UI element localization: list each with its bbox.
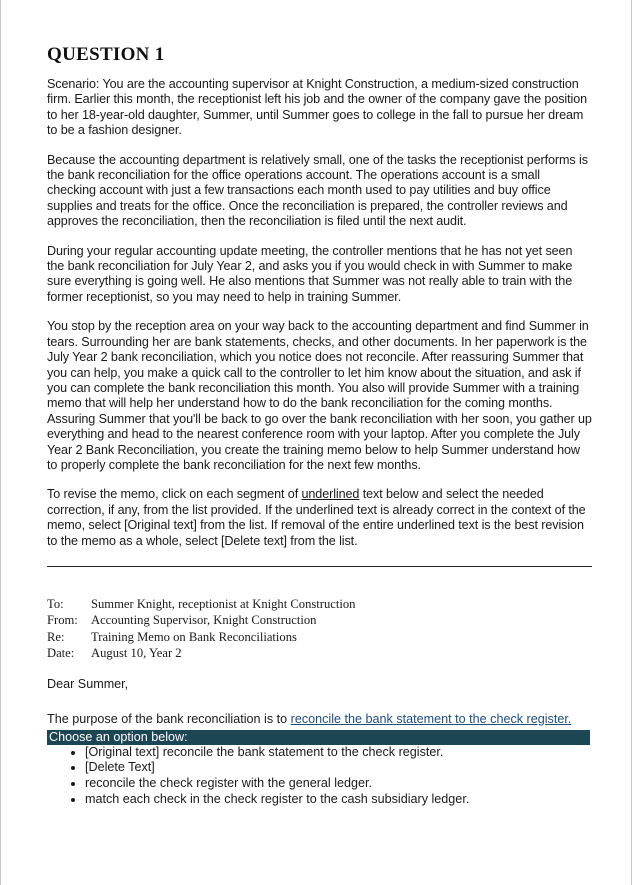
instructions-underlined-word: underlined bbox=[301, 487, 360, 502]
memo-purpose-prefix: The purpose of the bank reconciliation is to bbox=[47, 711, 291, 726]
option-general-ledger[interactable]: • reconcile the check register with the general ledger. bbox=[85, 776, 592, 792]
scenario-paragraph-4: You stop by the reception area on your way back to the accounting department and find Summer in tears. Surrounding her are bank statements, checks, and other documents. In her paperwork is the July Year 2 bank reconciliation, which you notice does not reconcile. After reassuring Summer that you can help, you make a quick call to the controller to let him know about the situation, and ask if you can complete the bank reconciliation this month. You also will provide Summer with a training memo that will help her understand how to do the bank reconciliation for the coming months. Assuring Summer that you'll be back to go over the bank reconciliation with her soon, you gather up everything and head to the nearest conference room with your laptop. After you complete the July Year 2 Bank Reconciliation, you create the training memo below to help Summer understand how to properly complete the bank reconciliation for the next few months. bbox=[47, 319, 592, 472]
question-title: QUESTION 1 bbox=[47, 44, 165, 65]
instructions-paragraph bbox=[47, 487, 592, 549]
memo-from-label: From: bbox=[47, 613, 78, 628]
memo-header bbox=[47, 596, 592, 662]
memo-date-label: Date: bbox=[47, 646, 75, 661]
option-cash-subsidiary-ledger[interactable]: • match each check in the check register to the cash subsidiary ledger. bbox=[85, 792, 592, 808]
memo-from-value: Accounting Supervisor, Knight Construction bbox=[91, 613, 317, 628]
scenario-paragraph-3: During your regular accounting update meeting, the controller mentions that he has not yet seen the bank reconciliation for July Year 2, and asks you if you would check in with Summer to make sure everything is going well. He also mentions that Summer was not really able to train with the former receptionist, so you may need to help in training Summer. bbox=[47, 243, 573, 304]
memo-date-value: August 10, Year 2 bbox=[91, 646, 182, 661]
memo-purpose-line bbox=[47, 712, 592, 727]
memo-date-row bbox=[47, 645, 592, 661]
choose-option-header: Choose an option below: bbox=[47, 730, 590, 745]
memo-to-value: Summer Knight, receptionist at Knight Construction bbox=[91, 596, 356, 611]
instructions-text-before: To revise the memo, click on each segment of bbox=[47, 487, 302, 502]
memo-to-row bbox=[47, 596, 592, 612]
instructions-text-after: text below and select the needed correction, if any, from the list provided. If the underlined text is already correct in the context of the memo, select [Original text] from the list. If removal of the entire underlined text is the best revision to the memo as a whole, select [Delete text] from the list. bbox=[47, 487, 586, 548]
memo-greeting: Dear Summer, bbox=[47, 676, 129, 691]
document-content bbox=[47, 44, 592, 808]
scenario-paragraph-1: Scenario: You are the accounting supervisor at Knight Construction, a medium-sized construction firm. Earlier this month, the receptionist left his job and the owner of the company gave the position to her 18-year-old daughter, Summer, until Summer goes to college in the fall to pursue her dream to be a fashion designer. bbox=[47, 77, 588, 138]
scenario-paragraph-2: Because the accounting department is relatively small, one of the tasks the receptionist performs is the bank reconciliation for the office operations account. The operations account is a small checking account with just a few transactions each month used to pay utilities and buy office supplies and treats for the office. Once the reconciliation is prepared, the controller reviews and approves the reconciliation, then the reconciliation is filed until the next audit. bbox=[47, 152, 588, 229]
memo-re-label: Re: bbox=[47, 629, 65, 644]
memo-re-value: Training Memo on Bank Reconciliations bbox=[91, 629, 297, 644]
page-border-left bbox=[0, 0, 1, 885]
option-list bbox=[47, 745, 592, 808]
section-divider bbox=[47, 566, 592, 567]
memo-from-row bbox=[47, 612, 592, 628]
underlined-segment-link[interactable]: reconcile the bank statement to the check register. bbox=[290, 711, 572, 726]
option-original-text[interactable]: • [Original text] reconcile the bank statement to the check register. bbox=[85, 745, 592, 761]
memo-to-label: To: bbox=[47, 596, 64, 611]
option-delete-text[interactable]: • [Delete Text] bbox=[85, 760, 592, 776]
memo-re-row bbox=[47, 629, 592, 645]
